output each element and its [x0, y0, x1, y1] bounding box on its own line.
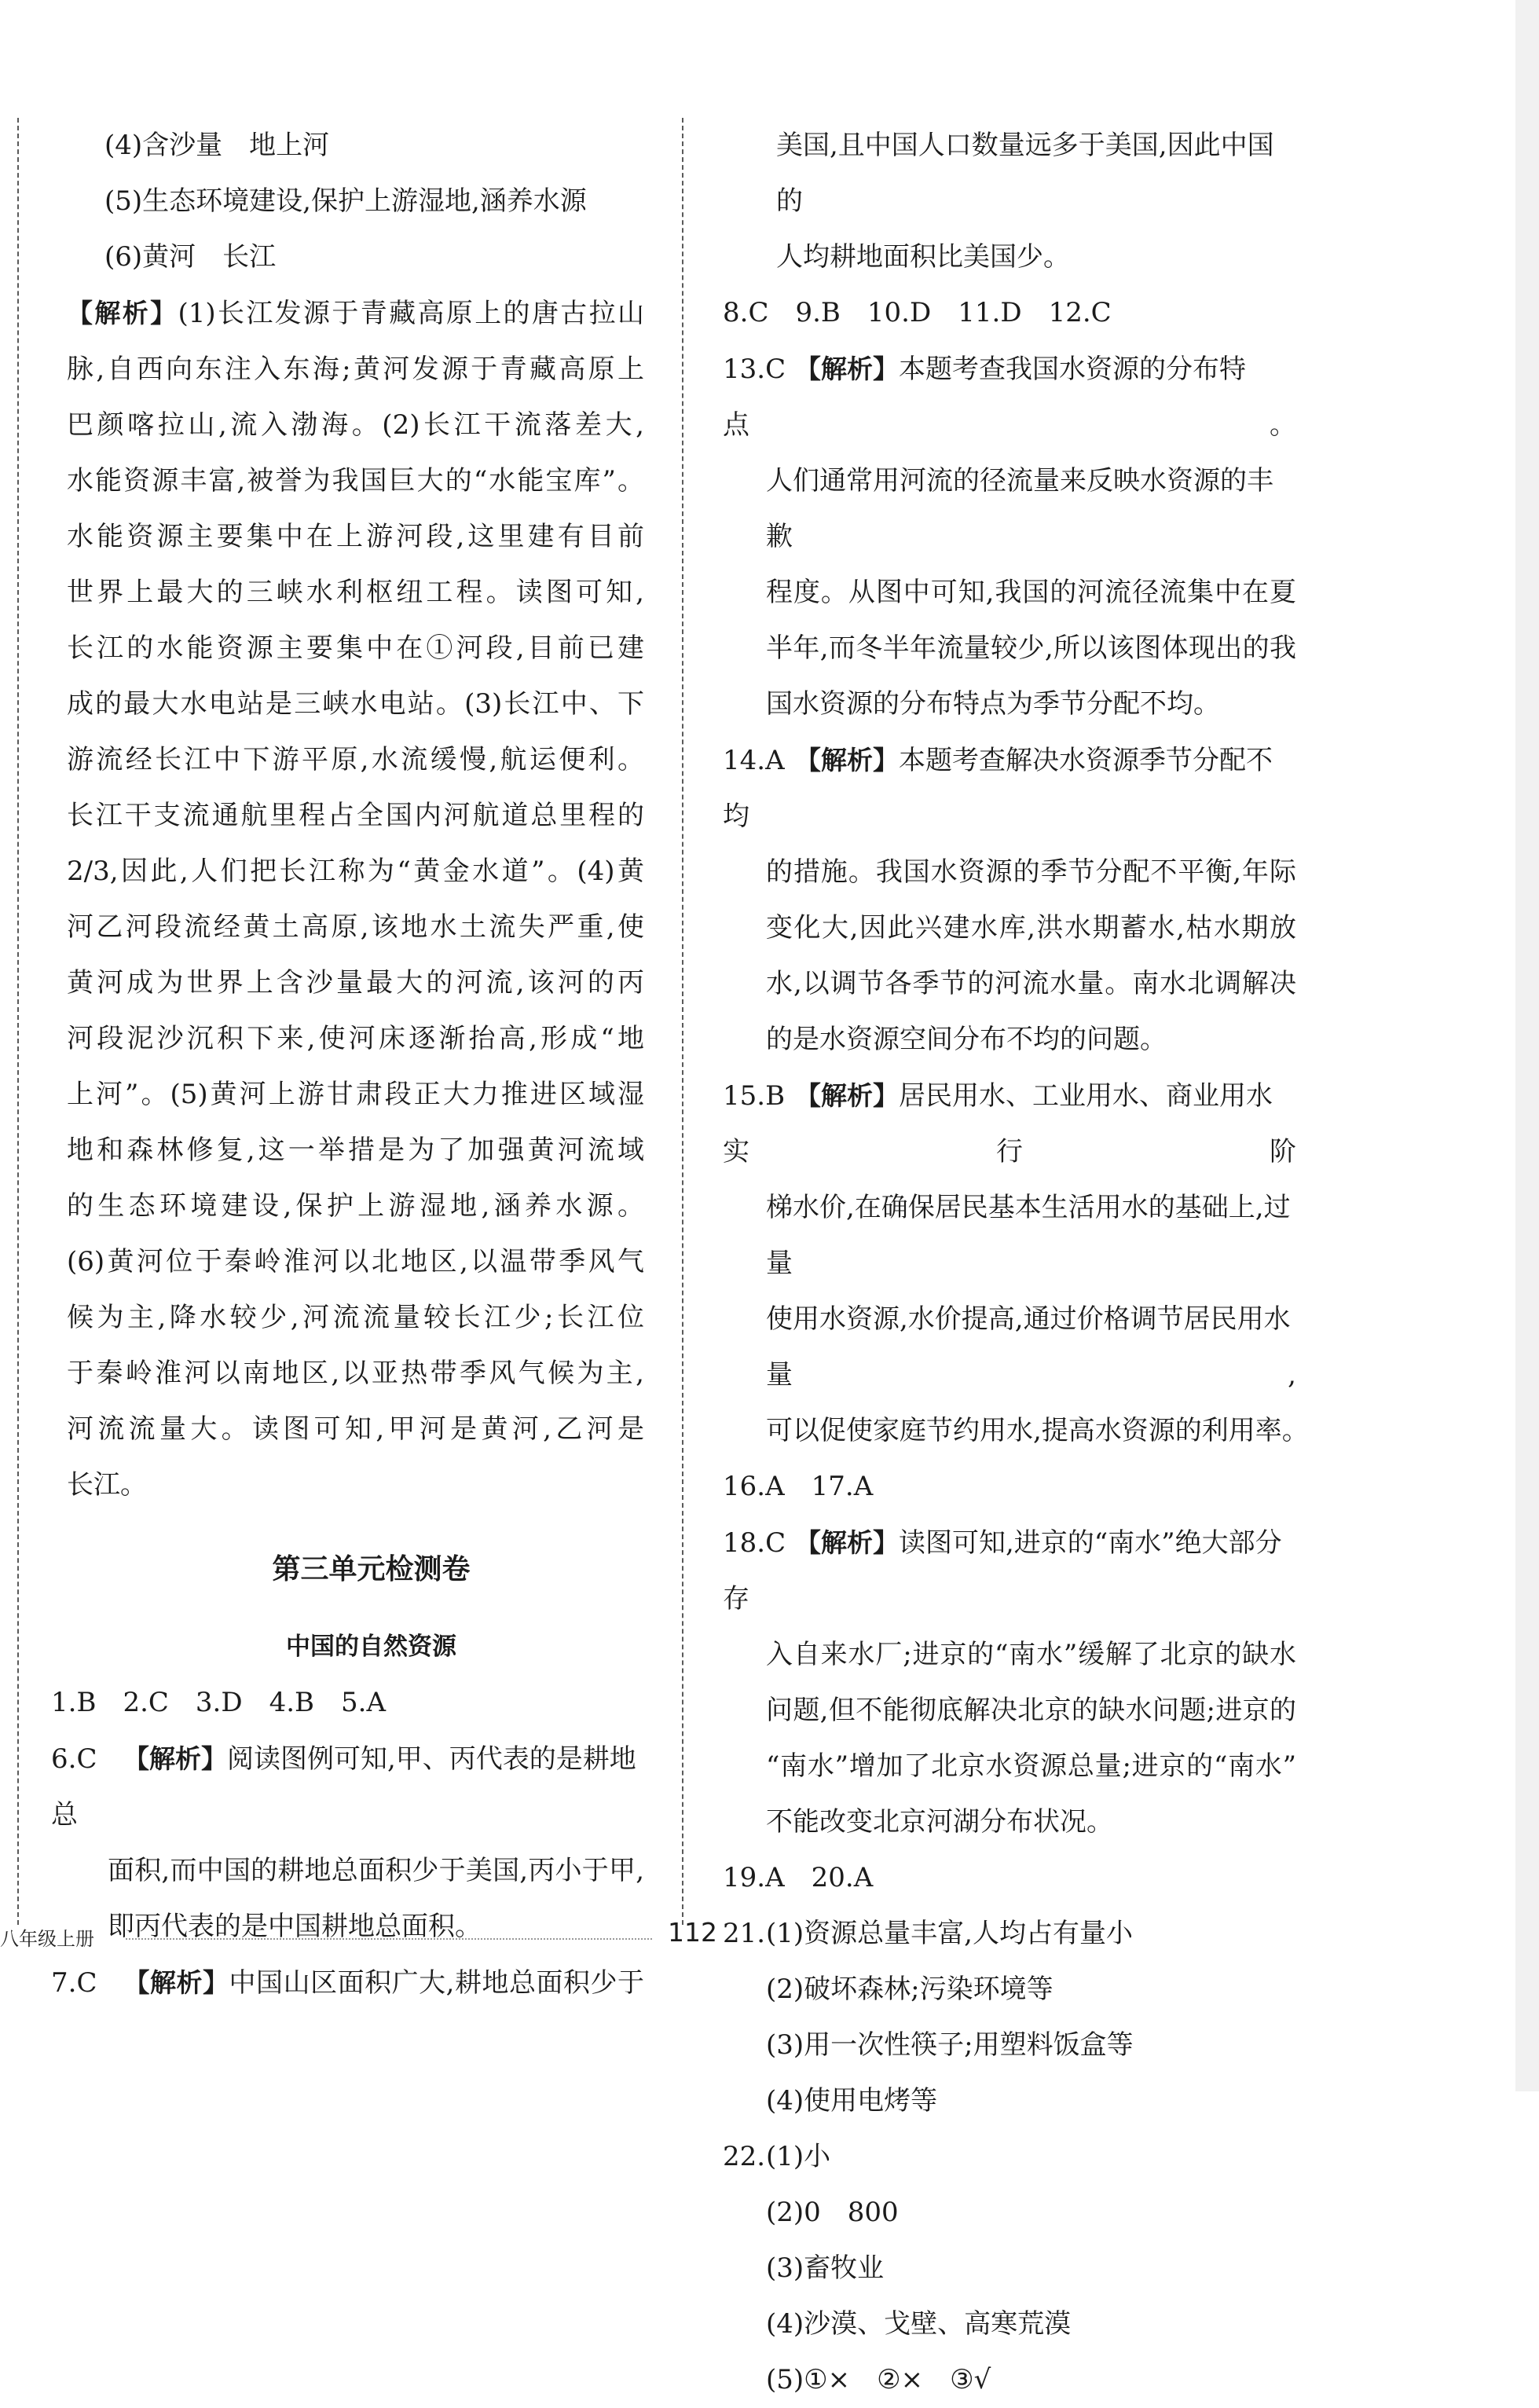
answer-item: 11.D	[958, 297, 1022, 328]
analysis-text: 中国山区面积广大,耕地总面积少于	[229, 1967, 644, 1999]
analysis-line: 变化大,因此兴建水库,洪水期蓄水,枯水期放	[766, 912, 1296, 944]
question-22	[723, 2129, 1296, 2185]
answer-line: (2)破坏森林;污染环境等	[766, 1974, 1053, 2005]
analysis-line: 水能资源主要集中在上游河段,这里建有目前	[67, 521, 644, 552]
analysis-line: 长江干支流通航里程占全国内河航道总里程的	[67, 800, 644, 831]
answer-line: (5)①× ②× ③√	[766, 2364, 991, 2395]
answer-item: 3.D	[195, 1687, 243, 1718]
question-number: 22.	[723, 2141, 766, 2172]
analysis-tag: 【解析】	[795, 745, 899, 775]
answer-item: 19.A	[723, 1862, 785, 1893]
analysis-line: 不能改变北京河湖分布状况。	[766, 1806, 1113, 1838]
section-title: 第三单元检测卷	[272, 1553, 471, 1585]
answer-row-8-12	[723, 285, 1296, 341]
analysis-tag: 【解析】	[795, 1080, 899, 1111]
answer-item: 5.A	[341, 1687, 387, 1718]
analysis-line: 世界上最大的三峡水利枢纽工程。读图可知,	[67, 577, 644, 608]
answer-row-1-5	[51, 1675, 644, 1731]
analysis-line: 人们通常用河流的径流量来反映水资源的丰歉	[766, 465, 1273, 552]
analysis-text: 本题考查我国水资源的分布特点。	[723, 354, 1296, 441]
analysis-line: 游流经长江中下游平原,水流缓慢,航运便利。	[67, 744, 644, 775]
binding-cut-line-middle	[682, 118, 683, 1925]
analysis-line: 半年,而冬半年流量较少,所以该图体现出的我	[766, 632, 1296, 664]
analysis-line: 人均耕地面积比美国少。	[776, 241, 1070, 273]
answer-line: (4)使用电烤等	[766, 2085, 938, 2117]
answer-line: (2)0 800	[766, 2197, 899, 2228]
question-number: 6.C	[51, 1743, 97, 1775]
analysis-line: 长江的水能资源主要集中在①河段,目前已建	[67, 632, 644, 664]
answer-line: (5)生态环境建设,保护上游湿地,涵养水源	[104, 185, 587, 217]
analysis-text: 本题考查解决水资源季节分配不均	[723, 745, 1273, 832]
analysis-tag: 【解析】	[67, 298, 178, 328]
answer-row-19-20	[723, 1850, 1296, 1906]
question-6	[51, 1731, 644, 1843]
answer-row-16-17	[723, 1459, 1296, 1515]
page-footer	[0, 1917, 1539, 1956]
answer-item: 16.A	[723, 1471, 785, 1502]
analysis-line: 脉,自西向东注入东海;黄河发源于青藏高原上	[67, 354, 644, 385]
question-7	[51, 1955, 644, 2011]
answer-item: 9.B	[795, 297, 841, 328]
binding-cut-line-left	[17, 118, 19, 1925]
analysis-tag: 【解析】	[795, 354, 899, 384]
analysis-line: 长江。	[67, 1469, 147, 1501]
answer-line: (4)沙漠、戈壁、高寒荒漠	[766, 2308, 1072, 2340]
answer-text: (1)资源总量丰富,人均占有量小	[766, 1918, 1133, 1949]
question-18	[723, 1515, 1296, 1627]
analysis-line: 上河”。(5)黄河上游甘肃段正大力推进区域湿	[67, 1079, 644, 1110]
analysis-line: 于秦岭淮河以南地区,以亚热带季风气候为主,	[67, 1358, 644, 1389]
analysis-text: 读图可知,进京的“南水”绝大部分存	[723, 1527, 1282, 1614]
grade-label: 八年级上册	[0, 1928, 94, 1950]
analysis-line: 入自来水厂;进京的“南水”缓解了北京的缺水	[766, 1639, 1296, 1670]
analysis-line: 水能资源丰富,被誉为我国巨大的“水能宝库”。	[67, 465, 644, 497]
analysis-line: 的措施。我国水资源的季节分配不平衡,年际	[766, 856, 1296, 888]
question-number: 13.C	[723, 354, 786, 385]
answer-item: 20.A	[811, 1862, 874, 1893]
analysis-line: 黄河成为世界上含沙量最大的河流,该河的丙	[67, 967, 644, 999]
analysis-text: 居民用水、工业用水、商业用水实行阶	[723, 1080, 1296, 1167]
analysis-line: 的生态环境建设,保护上游湿地,涵养水源。	[67, 1190, 644, 1222]
analysis-text: 阅读图例可知,甲、丙代表的是耕地总	[51, 1743, 636, 1831]
question-number: 15.B	[723, 1080, 786, 1112]
question-13	[723, 341, 1296, 453]
answer-item: 1.B	[51, 1687, 97, 1718]
answer-item: 2.C	[123, 1687, 169, 1718]
analysis-line: 候为主,降水较少,河流流量较长江少;长江位	[67, 1302, 644, 1333]
analysis-line: 问题,但不能彻底解决北京的缺水问题;进京的	[766, 1695, 1296, 1726]
analysis-line: 河段泥沙沉积下来,使河床逐渐抬高,形成“地	[67, 1023, 644, 1054]
question-number: 21.	[723, 1918, 766, 1949]
analysis-line: 即丙代表的是中国耕地总面积。	[108, 1911, 482, 1942]
analysis-line: 使用水资源,水价提高,通过价格调节居民用水量,	[766, 1303, 1296, 1391]
analysis-line: 2/3,因此,人们把长江称为“黄金水道”。(4)黄	[67, 856, 644, 887]
analysis-tag: 【解析】	[123, 1743, 227, 1774]
analysis-line: 成的最大水电站是三峡水电站。(3)长江中、下	[67, 688, 644, 720]
question-number: 14.A	[723, 745, 785, 776]
section-subtitle: 中国的自然资源	[286, 1633, 456, 1661]
answer-item: 4.B	[269, 1687, 315, 1718]
analysis-tag: 【解析】	[795, 1527, 899, 1558]
right-column	[723, 118, 1309, 2408]
page-edge-shade	[1515, 0, 1539, 2091]
answer-line: (3)畜牧业	[766, 2252, 885, 2284]
analysis-line: “南水”增加了北京水资源总量;进京的“南水”	[766, 1750, 1296, 1782]
analysis-line: (6)黄河位于秦岭淮河以北地区,以温带季风气	[67, 1246, 644, 1277]
analysis-line: 美国,且中国人口数量远多于美国,因此中国的	[776, 130, 1274, 217]
page-number: 112	[668, 1917, 717, 1948]
analysis-line: 程度。从图中可知,我国的河流径流集中在夏	[766, 577, 1296, 608]
analysis-line: 国水资源的分布特点为季节分配不均。	[766, 688, 1220, 720]
question-15	[723, 1068, 1296, 1180]
answer-text: (1)小	[766, 2141, 831, 2172]
analysis-text: (1)长江发源于青藏高原上的唐古拉山	[178, 298, 644, 329]
analysis-line: 河流流量大。读图可知,甲河是黄河,乙河是	[67, 1413, 644, 1445]
answer-item: 8.C	[723, 297, 769, 328]
analysis-line: 地和森林修复,这一举措是为了加强黄河流域	[67, 1134, 644, 1166]
analysis-line: 巴颜喀拉山,流入渤海。(2)长江干流落差大,	[67, 409, 644, 441]
analysis-line: 面积,而中国的耕地总面积少于美国,丙小于甲,	[108, 1855, 644, 1886]
analysis-line: 梯水价,在确保居民基本生活用水的基础上,过量	[766, 1192, 1291, 1279]
left-column	[51, 118, 644, 2011]
analysis-line	[67, 285, 644, 342]
answer-item: 10.D	[867, 297, 932, 328]
analysis-line: 可以促使家庭节约用水,提高水资源的利用率。	[766, 1415, 1309, 1446]
answer-line: (4)含沙量 地上河	[104, 130, 330, 161]
question-14	[723, 732, 1296, 845]
answer-line: (3)用一次性筷子;用塑料饭盒等	[766, 2029, 1134, 2061]
question-number: 7.C	[51, 1967, 97, 1999]
analysis-tag: 【解析】	[123, 1967, 229, 1998]
analysis-line: 水,以调节各季节的河流水量。南水北调解决	[766, 968, 1296, 999]
analysis-line: 河乙河段流经黄土高原,该地水土流失严重,使	[67, 911, 644, 943]
answer-item: 17.A	[811, 1471, 874, 1502]
question-number: 18.C	[723, 1527, 786, 1559]
answer-item: 12.C	[1048, 297, 1112, 328]
answer-line: (6)黄河 长江	[104, 241, 277, 273]
analysis-line: 的是水资源空间分布不均的问题。	[766, 1024, 1167, 1055]
footer-dotted-rule	[126, 1938, 652, 1940]
